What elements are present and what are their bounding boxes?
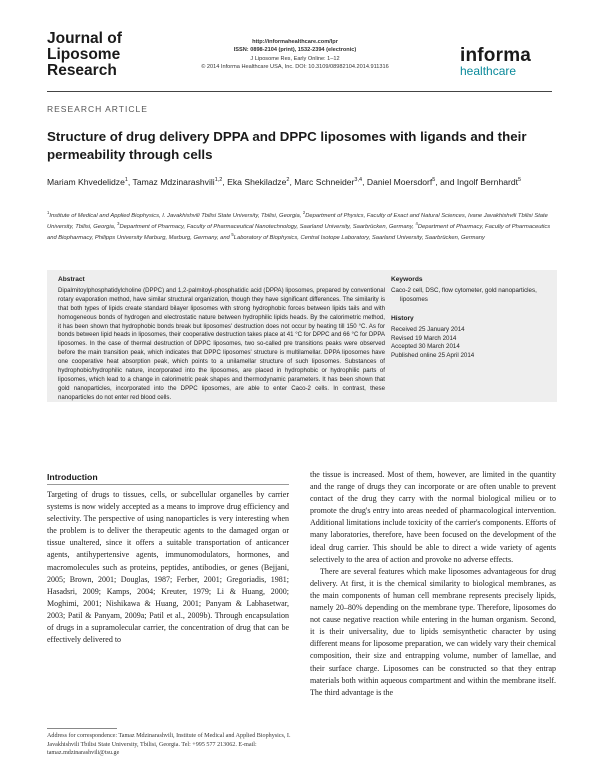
journal-issn: ISSN: 0898-2104 (print), 1532-2394 (electronic) xyxy=(233,47,357,54)
affiliation-marker: 4 xyxy=(415,220,418,226)
publisher-logo-sub: healthcare xyxy=(460,64,517,78)
body-column-left xyxy=(47,489,289,646)
affiliation-marker: 3 xyxy=(117,220,120,226)
abstract xyxy=(58,276,385,403)
header-divider xyxy=(47,91,552,92)
journal-name: Journal of Liposome Research xyxy=(47,30,122,79)
author-affiliation-marker: 1,2 xyxy=(214,177,223,184)
author-affiliation-marker: 5 xyxy=(518,177,522,184)
body-paragraph: the tissue is increased. Most of them, however, are limited in the quantity and the range of drugs they can incorporate or are often unable to prevent contact of the drug they carry with the normal biological milieu or to promote the drug's entry into areas needed of pharmacological intervention. Additional limitations include toxicity of the carrier's components. Efforts of many laboratories, therefore, have been focused on the development of the ideal drug carrier. This should be able to direct a wide variety of agents selectively to the area of action and provoke no adverse effects. xyxy=(310,470,556,564)
history-item: Revised 19 March 2014 xyxy=(391,334,457,342)
affiliation: Department of Pharmacy, Faculty of Pharmaceutical Nanotechnology, Saarland University, Saarbrücken, Germany, xyxy=(119,223,416,230)
keywords-heading: Keywords xyxy=(391,276,423,283)
author-list xyxy=(47,176,557,189)
journal-citation: J Liposome Res, Early Online: 1–12 xyxy=(250,55,340,62)
author-name: Marc Schneider xyxy=(294,177,355,187)
affiliation-marker: 5 xyxy=(231,231,234,237)
author-name: Eka Shekiladze xyxy=(227,177,287,187)
author-separator: , xyxy=(289,177,295,187)
introduction-divider xyxy=(47,484,289,485)
author-name: Tamaz Mdzinarashvili xyxy=(132,177,215,187)
affiliations xyxy=(47,211,557,243)
history-heading: History xyxy=(391,314,414,322)
affiliation: Laboratory of Biophysics, Central Isotope Laboratory, Saarland University, Saarbrücken, Germany xyxy=(233,234,485,241)
footnote-divider xyxy=(47,728,117,729)
author-affiliation-marker: 3,4 xyxy=(354,177,363,184)
introduction-heading: Introduction xyxy=(47,472,98,482)
affiliation-marker: 2 xyxy=(302,210,306,216)
author-name: Ingolf Bernhardt xyxy=(456,177,519,187)
publisher-logo-main: informa xyxy=(460,45,532,66)
journal-copyright: © 2014 Informa Healthcare USA, Inc. DOI: 10.3109/08982104.2014.911316 xyxy=(201,64,389,71)
history-item: Accepted 30 March 2014 xyxy=(391,343,460,351)
affiliation: Institute of Medical and Applied Biophysics, I. Javakhishvili Tbilisi State University, Tbilisi, Georgia, xyxy=(49,213,303,219)
author-affiliation-marker: 5 xyxy=(432,177,436,184)
body-paragraph: There are several features which make liposomes advantageous for drug delivery. At first, it is the chemical similarity to biological membranes, as the main components of human cell membrane represents precisely lipids, namely 20–80% depending on the membrane type. Therefore, liposomes do not cause negative reaction while entering in the human organism. Second, it is their universality, due to lipids semisynthetic character by using different means for liposome preparation, we can widely vary their chemical composition, their size and entrapping volume, number of lamellae, and their surface charge. Liposomes can be constructed so that they entrap materials both within aqueous compartment and within the membrane itself. The third advantage is the xyxy=(310,566,556,697)
author-name: Daniel Moersdorf xyxy=(366,177,433,187)
body-column-right xyxy=(310,469,556,699)
article-title: Structure of drug delivery DPPA and DPPC liposomes with ligands and their permeability through cells xyxy=(47,129,527,162)
journal-meta xyxy=(170,38,420,72)
author-affiliation-marker: 2 xyxy=(286,177,290,184)
affiliation: Department of Pharmacy, Faculty of Pharmaceutics and Biopharmacy, Philipps University Marburg, Marburg, Germany, and xyxy=(47,223,551,241)
journal-url[interactable]: http://informahealthcare.com/lpr xyxy=(252,39,338,45)
history-item: Published online 25 April 2014 xyxy=(391,352,475,360)
correspondence-footnote: Address for correspondence: Tamaz Mdzinarashvili, Institute of Medical and Applied Biophysics, I. Javakhishvili Tbilisi State University, Tbilisi, Georgia. Tel: +995 577 213062. E-mail: tamaz.mdzinarashvili@tsu.ge xyxy=(47,733,291,756)
article-sidebar xyxy=(391,276,541,361)
history-item: Received 25 January 2014 xyxy=(391,325,465,333)
author-name: Mariam Khvedelidze xyxy=(47,177,125,187)
author-separator: , xyxy=(222,177,228,187)
author-separator: , xyxy=(127,177,133,187)
author-affiliation-marker: 1 xyxy=(124,177,128,184)
affiliation: Department of Physics, Faculty of Exact and Natural Sciences, Ivane Javakhishvili Tbilisi State University, Tbilisi, Georgia, xyxy=(47,213,548,230)
abstract-text: Dipalmitoylphosphatidylcholine (DPPC) and 1,2-palmitoyl-phosphatidic acid (DPPA) liposomes, prepared by conventional rotary evaporation method, have similar structural organization, though they have significant differences. The similarity is that both types of lipids create standard bilayer liposomes with strong hydrophobic forces between lipids tails and with homogeneous bonds of hydrogen and electrostatic nature between hydrophilic lipids heads. By the calorimetric method, it has been shown that hydrophobic bonds break but liposomes' destruction does not occur by heating till 150 °C. As for bonds between lipid heads in liposomes, their cooperative destruction takes place at 41 °C for DPPC and 66 °C for DPPA liposomes. In the case of thermal destruction of DPPC liposomes, two so-called pre transitions peaks were observed before the main transition peak, which indicates that DPPC liposomes' structure is multilamellar. DPPA liposomes have one cooperative heat absorption peak, which points to a unilamellar structure of such liposomes. Substances of hydrophobic/hydrophilic nature, incorporated into the liposomes, are placed in hydrophobic or hydrophilic parts of liposomes, which lead to a change in calorimetric peak shapes and thermodynamic parameters. It has been shown that gold nanoparticles, incorporated into the DPPC liposomes, are able to enter Caco-2 cells. In contrast, these nanoparticles do not enter red blood cells. xyxy=(58,286,385,401)
abstract-heading: Abstract xyxy=(58,276,85,283)
affiliation-marker: 1 xyxy=(47,210,50,216)
article-type: RESEARCH ARTICLE xyxy=(47,104,148,114)
author-separator: , and xyxy=(435,177,457,187)
author-separator: , xyxy=(362,177,367,187)
publisher-logo xyxy=(460,46,531,77)
keywords-text: Caco-2 cell, DSC, flow cytometer, gold nanoparticles, liposomes xyxy=(391,286,537,303)
body-paragraph: Targeting of drugs to tissues, cells, or subcellular organelles by carrier systems is now widely accepted as a means to improve drug efficiency and selectivity. The perspective of using nanoparticles is very interesting when the problem is to deliver the therapeutic agents to the damaged organ or tissue unaltered, since it offers a suitable transportation of anticancer agents, antihypertensive agents, immunomodulators, hormones, and macromolecules such as proteins, peptides, antibodies, or genes (Bejjani, 2005; Brown, 2001; Douglas, 1987; Ferber, 2001; Gregoriadis, 1981; Hasadsri, 2009; Kamps, 2004; Kreuter, 1979; Li & Huang, 2000; Moghimi, 2001; Nishikawa & Huang, 2001; Panyam & Labhasetwar, 2003; Patil & Panyam, 2009a; Patil et al., 2009b). Through encapsulation of drugs in a supramolecular carrier, the concentration of drug that can be effectively delivered to xyxy=(47,490,289,645)
